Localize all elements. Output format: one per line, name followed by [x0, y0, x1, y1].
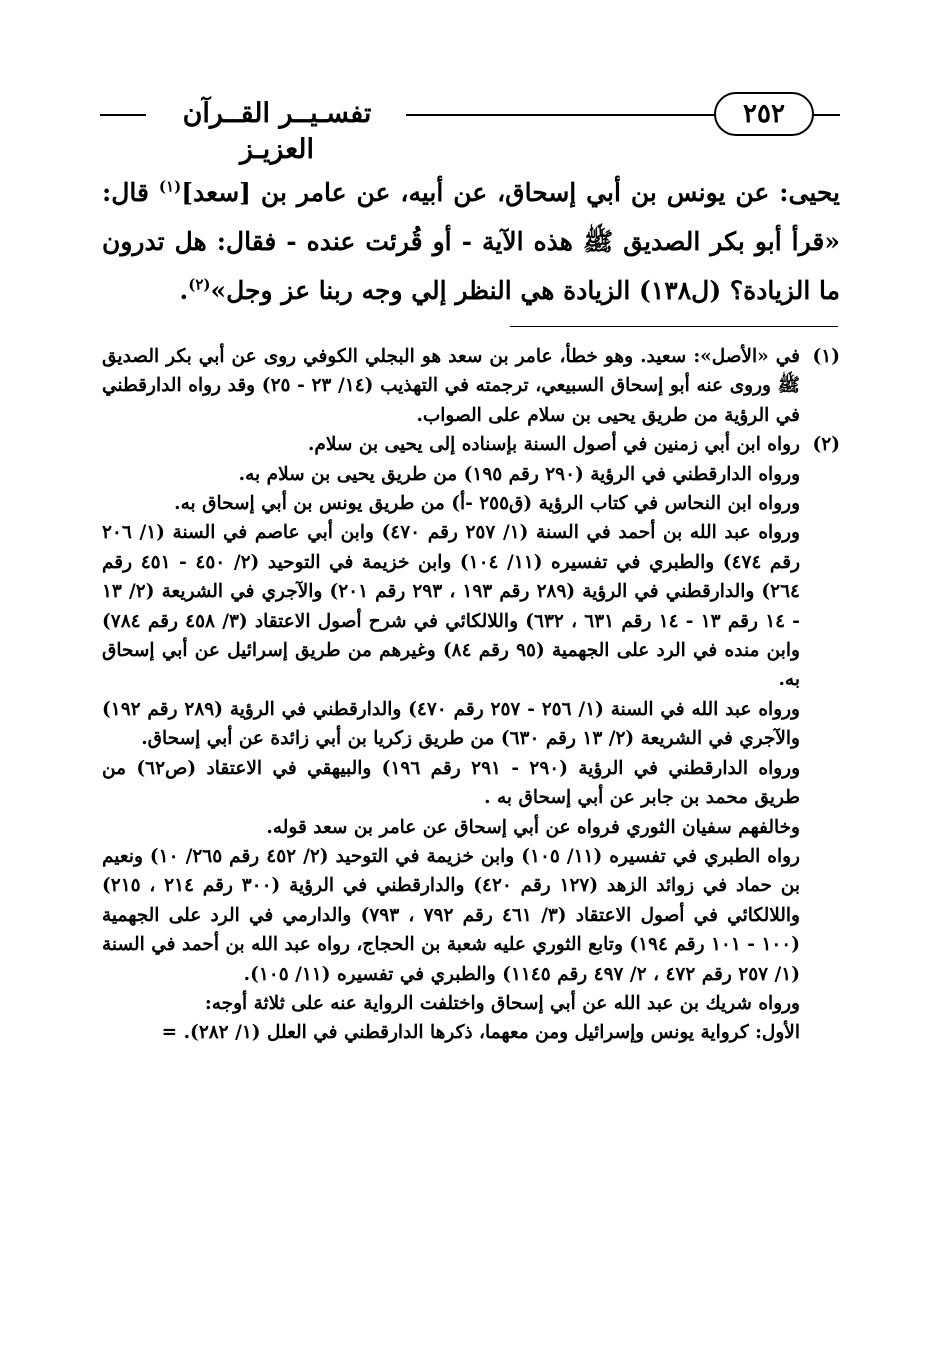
main-paragraph [102, 168, 840, 315]
footnote-paragraph: ورواه شريك بن عبد الله عن أبي إسحاق واختلفت الرواية عنه على ثلاثة أوجه: [204, 992, 800, 1014]
footnote-1 [102, 342, 840, 430]
footnote-ref-1: (١) [158, 177, 182, 196]
footnote-ref-2: (٢) [188, 275, 211, 294]
page-header [100, 92, 838, 165]
footnote-paragraph: في «الأصل»: سعيد. وهو خطأ، عامر بن سعد هو البجلي الكوفي روى عن أبي بكر الصديق ﷺ وروى عنه أبو إسحاق السبيعي، ترجمته في التهذيب (١٤/ ٢٣ - ٢٥) وقد رواه الدارقطني في الرؤية من طريق يحيى بن سلام على الصواب. [102, 346, 800, 426]
footnote-paragraph: وخالفهم سفيان الثوري فرواه عن أبي إسحاق عن عامر بن سعد قوله. [266, 816, 800, 838]
running-title: تفسـيــر القــرآن العزيـز [152, 96, 402, 168]
footnote-paragraph: ورواه الدارقطني في الرؤية (٢٩٠ رقم ١٩٥) من طريق يحيى بن سلام به. [238, 463, 800, 485]
footnote-number: (١) [812, 346, 840, 367]
footnote-paragraph: رواه ابن أبي زمنين في أصول السنة بإسناده إلى يحيى بن سلام. [307, 434, 800, 456]
main-text [102, 168, 840, 315]
footnote-separator [510, 326, 838, 327]
main-text-segment: : عن يونس بن أبي إسحاق، عن أبيه، عن عامر بن [سعد] [181, 178, 789, 207]
footnote-paragraph: ورواه عبد الله في السنة (١/ ٢٥٦ - ٢٥٧ رقم ٤٧٠) والدارقطني في الرؤية (٢٨٩ رقم ١٩٢) والآجري في الشريعة (٢/ ١٣ رقم ٦٣٠) من طريق زكريا بن أبي زائدة عن أبي إسحاق. [102, 698, 800, 750]
speaker-name: يحيى [788, 178, 840, 207]
header-rule-left [100, 114, 146, 116]
footnote-paragraph: الأول: كرواية يونس وإسرائيل ومن معهما، ذكرها الدارقطني في العلل (١/ ٢٨٢). = [161, 1022, 800, 1044]
main-text-end: . [179, 276, 189, 305]
footnote-body [102, 342, 800, 430]
header-rule-right [812, 114, 840, 116]
footnote-paragraph: ورواه ابن النحاس في كتاب الرؤية (ق٢٥٥ -أ) من طريق يونس بن أبي إسحاق به. [174, 493, 800, 515]
footnote-body [102, 430, 800, 1048]
footnote-paragraph: رواه الطبري في تفسيره (١١/ ١٠٥) وابن خزيمة في التوحيد (٢/ ٤٥٢ رقم ٢٦٥/ ١٠) ونعيم بن حماد في زوائد الزهد (١٢٧ رقم ٤٢٠) والدارقطني في الرؤية (٣٠٠ رقم ٢١٤ ، ٢١٥) واللالكائي في أصول الاعتقاد (٣/ ٤٦١ رقم ٧٩٢ ، ٧٩٣) والدارمي في الرد على الجهمية (١٠٠ - ١٠١ رقم ١٩٤) وتابع الثوري عليه شعبة بن الحجاج، رواه عبد الله بن أحمد في السنة (١/ ٢٥٧ رقم ٤٧٢ ، ٢/ ٤٩٧ رقم ١١٤٥) والطبري في تفسيره (١١/ ١٠٥). [102, 845, 801, 985]
page-number: ٢٥٢ [714, 92, 814, 136]
main-text-quote: «قرأ أبو بكر الصديق ﷺ هذه الآية - أو قُرئت عنده - فقال: هل تدرون ما الزيادة؟ (ل١٣٨) الزيادة هي النظر إلي وجه ربنا عز وجل» [102, 227, 840, 305]
footnotes [102, 342, 840, 1048]
footnote-number: (٢) [812, 434, 840, 456]
footnote-2 [102, 430, 840, 1048]
footnote-paragraph: ورواه الدارقطني في الرؤية (٢٩٠ - ٢٩١ رقم ١٩٦) والبيهقي في الاعتقاد (ص٦٢) من طريق محمد بن جابر عن أبي إسحاق به . [102, 757, 801, 809]
main-text-segment: قال: [102, 178, 159, 207]
footnote-paragraph: ورواه عبد الله بن أحمد في السنة (١/ ٢٥٧ رقم ٤٧٠) وابن أبي عاصم في السنة (١/ ٢٠٦ رقم ٤٧٤) والطبري في تفسيره (١١/ ١٠٤) وابن خزيمة في التوحيد (٢/ ٤٥٠ - ٤٥١ رقم ٢٦٤) والدارقطني في الرؤية (٢٨٩ رقم ١٩٣ ، ٢٩٣ رقم ٢٠١) والآجري في الشريعة (٢/ ١٣ - ١٤ رقم ١٣ - ١٤ رقم ٦٣١ ، ٦٣٢) واللالكائي في شرح أصول الاعتقاد (٣/ ٤٥٨ رقم ٧٨٤) وابن منده في الرد على الجهمية (٩٥ رقم ٨٤) وغيرهم من طريق إسرائيل عن أبي إسحاق به. [102, 522, 801, 691]
